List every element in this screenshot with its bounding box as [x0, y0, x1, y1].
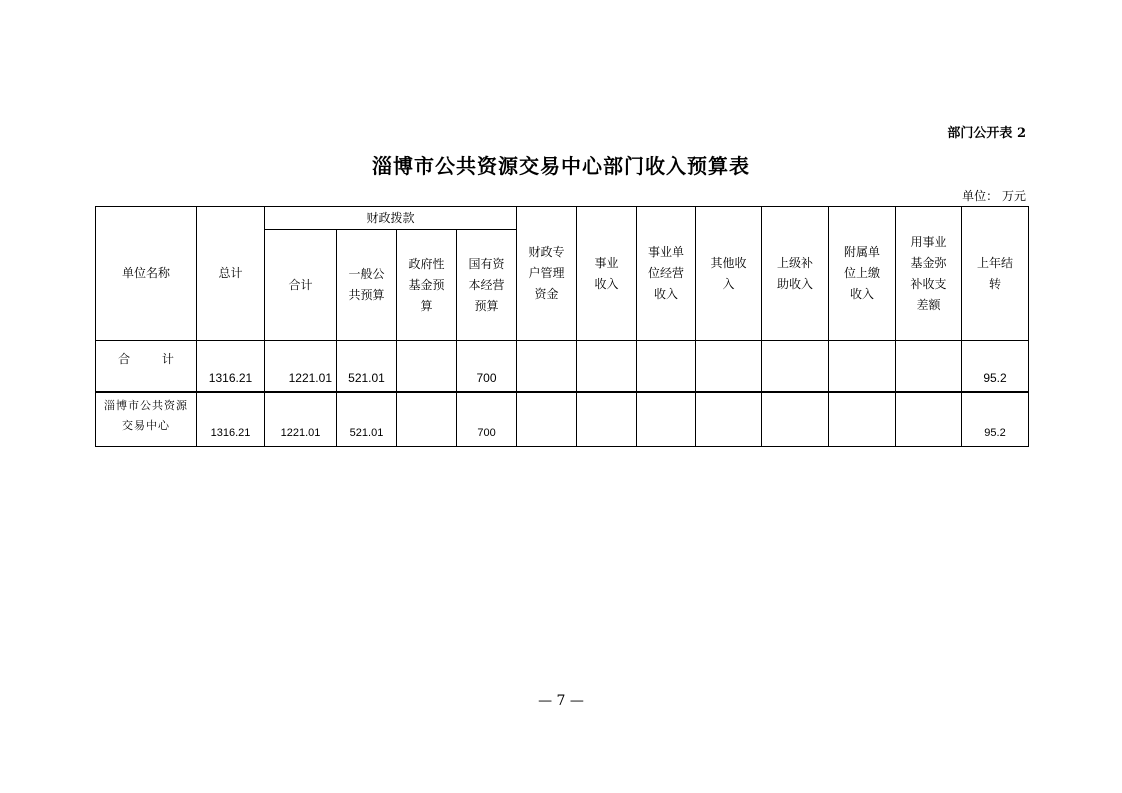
row-label: 淄博市公共资源交易中心 [96, 392, 197, 447]
cell-special-account [517, 392, 577, 447]
header-superior-subsidy: 上级补助收入 [762, 207, 829, 341]
budget-table [95, 206, 1029, 447]
header-reserve-fund: 用事业基金弥补收支差额 [896, 207, 962, 341]
header-general-budget: 一般公共预算 [337, 230, 397, 341]
cell-total: 1316.21 [197, 341, 265, 393]
header-carryover: 上年结转 [962, 207, 1029, 341]
header-fiscal-total: 合计 [265, 230, 337, 341]
cell-general-budget: 521.01 [337, 392, 397, 447]
cell-general-budget: 521.01 [337, 341, 397, 393]
header-gov-fund-budget: 政府性基金预算 [397, 230, 457, 341]
header-row-1 [96, 207, 1029, 230]
row-label: 合 计 [96, 341, 197, 393]
header-other-income: 其他收入 [696, 207, 762, 341]
header-affiliated-turnover: 附属单位上缴收入 [829, 207, 896, 341]
cell-fiscal-total: 1221.01 [265, 392, 337, 447]
cell-special-account [517, 341, 577, 393]
cell-state-capital-budget: 700 [457, 341, 517, 393]
cell-state-capital-budget: 700 [457, 392, 517, 447]
header-fiscal-group: 财政拨款 [265, 207, 517, 230]
cell-superior-subsidy [762, 341, 829, 393]
cell-gov-fund-budget [397, 392, 457, 447]
table-row [96, 392, 1029, 447]
cell-affiliated-turnover [829, 392, 896, 447]
cell-fiscal-total: 1221.01 [265, 341, 337, 393]
header-state-capital-budget: 国有资本经营预算 [457, 230, 517, 341]
cell-carryover: 95.2 [962, 392, 1029, 447]
header-business-income: 事业收入 [577, 207, 637, 341]
form-number: 部门公开表 2 [947, 126, 1026, 141]
page-title: 淄博市公共资源交易中心部门收入预算表 [372, 154, 750, 178]
page-number: — 7 — [538, 693, 584, 709]
cell-business-income [577, 341, 637, 393]
cell-gov-fund-budget [397, 341, 457, 393]
cell-affiliated-turnover [829, 341, 896, 393]
table-row [96, 341, 1029, 393]
cell-business-income [577, 392, 637, 447]
cell-other-income [696, 341, 762, 393]
header-business-unit-income: 事业单位经营收入 [637, 207, 696, 341]
header-special-account: 财政专户管理资金 [517, 207, 577, 341]
unit-label: 单位： 万元 [962, 189, 1026, 203]
cell-business-unit-income [637, 392, 696, 447]
cell-other-income [696, 392, 762, 447]
cell-business-unit-income [637, 341, 696, 393]
cell-superior-subsidy [762, 392, 829, 447]
header-total: 总计 [197, 207, 265, 341]
header-unit-name: 单位名称 [96, 207, 197, 341]
cell-reserve-fund [896, 341, 962, 393]
cell-total: 1316.21 [197, 392, 265, 447]
cell-reserve-fund [896, 392, 962, 447]
cell-carryover: 95.2 [962, 341, 1029, 393]
